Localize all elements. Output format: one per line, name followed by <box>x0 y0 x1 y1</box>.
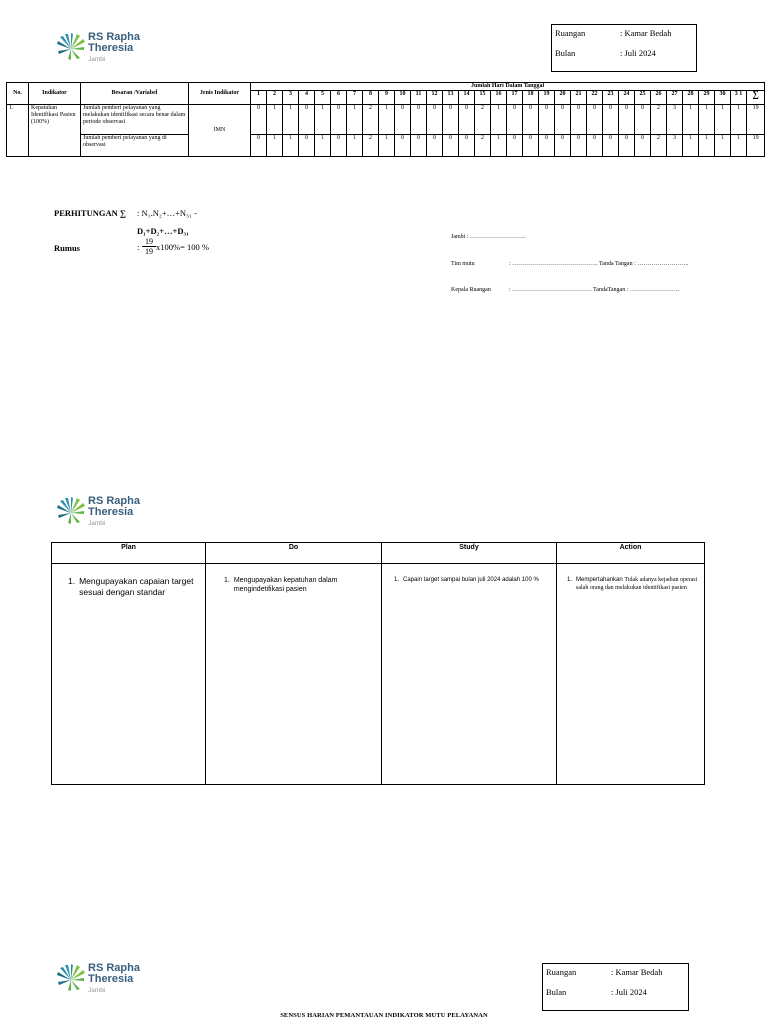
day-header: 16 <box>491 91 507 105</box>
day-value-cell: 1 <box>699 105 715 135</box>
day-header: 11 <box>411 91 427 105</box>
day-value-cell: 0 <box>571 105 587 135</box>
pdsa-study-cell <box>382 564 557 785</box>
day-header: 14 <box>459 91 475 105</box>
formula-denominator: D₁+D₂+…+D₃₁ <box>137 226 189 236</box>
day-value-cell: 0 <box>635 105 651 135</box>
bulan-value: : Juli 2024 <box>611 987 647 997</box>
bulan-label: Bulan <box>546 987 567 997</box>
logo-line-1: RS Rapha <box>88 962 140 974</box>
hospital-logo <box>56 495 146 535</box>
day-header: 12 <box>427 91 443 105</box>
header-besaran: Besaran /Variabel <box>81 83 189 105</box>
day-value-cell: 0 <box>587 135 603 157</box>
rumus-result: x100%= 100 % <box>156 242 209 252</box>
perhitungan-label: PERHITUNGAN ∑ <box>54 208 126 218</box>
day-header: 5 <box>315 91 331 105</box>
logo-line-3: Jambi <box>88 56 106 63</box>
day-value-cell: 2 <box>475 105 491 135</box>
day-value-cell: 1 <box>347 135 363 157</box>
palm-leaf-icon <box>56 33 86 61</box>
jambi-date-line: Jambi : ………………………. <box>451 234 526 240</box>
action-item-text-a: Mempertahankan <box>576 577 623 583</box>
census-table <box>6 82 765 157</box>
day-header: 23 <box>603 91 619 105</box>
day-value-cell: 0 <box>603 105 619 135</box>
action-item-text-b: Tidak adanya kejadian operasi salah orang dan melakukan identifikasi pasien <box>576 577 698 591</box>
day-value-cell: 1 <box>491 105 507 135</box>
rumus-fraction <box>142 237 156 256</box>
day-header: 25 <box>635 91 651 105</box>
tim-mutu-label: Tim mutu <box>451 261 475 267</box>
day-header: 1 <box>251 91 267 105</box>
bulan-label: Bulan <box>555 48 576 58</box>
logo-line-3: Jambi <box>88 987 106 994</box>
day-header: 20 <box>555 91 571 105</box>
day-header: 3 <box>283 91 299 105</box>
ruangan-label: Ruangan <box>546 967 577 977</box>
day-header: 26 <box>651 91 667 105</box>
day-value-cell: 2 <box>363 135 379 157</box>
day-header: 2 <box>267 91 283 105</box>
header-no: No. <box>7 83 29 105</box>
day-value-cell: 0 <box>251 135 267 157</box>
day-value-cell: 3 <box>667 135 683 157</box>
plan-item-number: 1. <box>68 576 76 586</box>
day-value-cell: 1 <box>699 135 715 157</box>
day-header: 22 <box>587 91 603 105</box>
day-header: 4 <box>299 91 315 105</box>
day-value-cell: 0 <box>443 135 459 157</box>
day-value-cell: 0 <box>523 135 539 157</box>
sum-header: ∑ <box>747 91 765 105</box>
day-header: 8 <box>363 91 379 105</box>
pdsa-header-plan: Plan <box>52 543 206 564</box>
pdsa-plan-cell <box>52 564 206 785</box>
row-jenis: IMN <box>189 105 251 157</box>
day-value-cell: 0 <box>411 135 427 157</box>
day-value-cell: 1 <box>731 135 747 157</box>
day-value-cell: 1 <box>267 105 283 135</box>
study-item-text: Capain target sampai bulan juli 2024 adalah 100 % <box>403 577 539 583</box>
day-value-cell: 0 <box>507 105 523 135</box>
day-header: 15 <box>475 91 491 105</box>
day-value-cell: 2 <box>363 105 379 135</box>
day-value-cell: 0 <box>299 135 315 157</box>
pdsa-do-cell <box>206 564 382 785</box>
day-value-cell: 0 <box>427 135 443 157</box>
variabel-denominator: Jumlah pemberi pelayanan yang di observasi <box>81 135 189 157</box>
study-item-number: 1. <box>394 577 400 583</box>
day-value-cell: 0 <box>619 135 635 157</box>
do-item-number: 1. <box>224 577 230 584</box>
day-header: 7 <box>347 91 363 105</box>
day-header: 13 <box>443 91 459 105</box>
ruangan-value: : Kamar Bedah <box>620 28 672 38</box>
ruangan-value: : Kamar Bedah <box>611 967 663 977</box>
logo-line-2: Theresia <box>88 42 134 54</box>
palm-leaf-icon <box>56 964 86 992</box>
day-value-cell: 2 <box>651 135 667 157</box>
pdsa-header-study: Study <box>382 543 557 564</box>
rumus-colon: : <box>137 242 140 252</box>
pdsa-table <box>51 542 705 785</box>
kepala-ruangan-label: Kepala Ruangan <box>451 287 491 293</box>
day-value-cell: 0 <box>619 105 635 135</box>
day-value-cell: 1 <box>283 105 299 135</box>
day-header: 9 <box>379 91 395 105</box>
day-value-cell: 1 <box>315 135 331 157</box>
fraction-numerator: 19 <box>142 237 156 247</box>
pdsa-action-cell <box>557 564 705 785</box>
day-value-cell: 0 <box>587 105 603 135</box>
day-value-cell: 0 <box>539 105 555 135</box>
day-value-cell: 0 <box>507 135 523 157</box>
header-jumlah-hari: Jumlah Hari Dalam Tanggal <box>251 83 765 91</box>
day-header: 30 <box>715 91 731 105</box>
logo-line-1: RS Rapha <box>88 31 140 43</box>
day-value-cell: 0 <box>539 135 555 157</box>
logo-line-2: Theresia <box>88 973 134 985</box>
ruangan-label: Ruangan <box>555 28 586 38</box>
info-box-bottom <box>542 963 689 1011</box>
logo-line-2: Theresia <box>88 506 134 518</box>
hospital-logo <box>56 962 146 1002</box>
day-value-cell: 0 <box>411 105 427 135</box>
day-value-cell: 0 <box>635 135 651 157</box>
day-value-cell: 1 <box>715 135 731 157</box>
tim-mutu-signature-line: : ……………………………………. Tanda Tangan : …………………….. <box>509 261 689 267</box>
do-item-text: Mengupayakan kepatuhan dalam mengindetifikasi pasien <box>233 577 338 593</box>
hospital-logo <box>56 31 146 71</box>
rumus-label: Rumus <box>54 243 80 253</box>
fraction-denominator: 19 <box>145 247 153 256</box>
day-value-cell: 0 <box>555 105 571 135</box>
day-value-cell: 0 <box>395 105 411 135</box>
day-value-cell: 0 <box>331 105 347 135</box>
day-value-cell: 1 <box>379 135 395 157</box>
day-value-cell: 0 <box>555 135 571 157</box>
pdsa-header-do: Do <box>206 543 382 564</box>
day-value-cell: 1 <box>283 135 299 157</box>
day-value-cell: 1 <box>683 135 699 157</box>
day-value-cell: 0 <box>395 135 411 157</box>
day-value-cell: 0 <box>331 135 347 157</box>
day-value-cell: 1 <box>683 105 699 135</box>
day-value-cell: 0 <box>603 135 619 157</box>
day-value-cell: 0 <box>459 135 475 157</box>
day-value-cell: 0 <box>251 105 267 135</box>
day-value-cell: 1 <box>315 105 331 135</box>
day-header: 3 1 <box>731 91 747 105</box>
day-value-cell: 0 <box>299 105 315 135</box>
census-footer-title: SENSUS HARIAN PEMANTAUAN INDIKATOR MUTU PELAYANAN <box>280 1012 488 1019</box>
day-header: 19 <box>539 91 555 105</box>
day-header: 24 <box>619 91 635 105</box>
row-indikator: Kepatuhan Identifikasi Pasien (100%) <box>29 105 81 157</box>
day-value-cell: 0 <box>571 135 587 157</box>
day-value-cell: 0 <box>523 105 539 135</box>
day-value-cell: 1 <box>347 105 363 135</box>
day-header: 29 <box>699 91 715 105</box>
formula-numerator: : N₁.N₂+…+N₃₁ - <box>137 208 197 218</box>
day-value-cell: 3 <box>667 105 683 135</box>
day-value-cell: 1 <box>491 135 507 157</box>
day-value-cell: 1 <box>379 105 395 135</box>
row-no: 1. <box>7 105 29 157</box>
total-cell: 19 <box>747 135 765 157</box>
day-value-cell: 2 <box>475 135 491 157</box>
pdsa-header-action: Action <box>557 543 705 564</box>
action-item-number: 1. <box>567 577 573 583</box>
logo-line-1: RS Rapha <box>88 495 140 507</box>
logo-line-3: Jambi <box>88 520 106 527</box>
palm-leaf-icon <box>56 497 86 525</box>
day-value-cell: 1 <box>731 105 747 135</box>
day-header: 28 <box>683 91 699 105</box>
day-value-cell: 2 <box>651 105 667 135</box>
header-jenis: Jenis Indikator <box>189 83 251 105</box>
day-header: 17 <box>507 91 523 105</box>
info-box-top <box>551 24 697 72</box>
day-value-cell: 0 <box>459 105 475 135</box>
day-value-cell: 0 <box>427 105 443 135</box>
day-header: 18 <box>523 91 539 105</box>
day-value-cell: 1 <box>267 135 283 157</box>
header-indikator: Indikator <box>29 83 81 105</box>
plan-item-text: Mengupayakan capaian target sesuai dengan standar <box>79 576 194 597</box>
day-value-cell: 1 <box>715 105 731 135</box>
kepala-ruangan-signature-line: : …………………………………. TandaTangan : ……………………. <box>509 287 680 293</box>
day-header: 10 <box>395 91 411 105</box>
total-cell: 19 <box>747 105 765 135</box>
variabel-numerator: Jumlah pemberi pelayanan yang melakukan identifikasi secara benar dalam periode observasi <box>81 105 189 135</box>
day-header: 27 <box>667 91 683 105</box>
day-header: 21 <box>571 91 587 105</box>
day-value-cell: 0 <box>443 105 459 135</box>
bulan-value: : Juli 2024 <box>620 48 656 58</box>
day-header: 6 <box>331 91 347 105</box>
